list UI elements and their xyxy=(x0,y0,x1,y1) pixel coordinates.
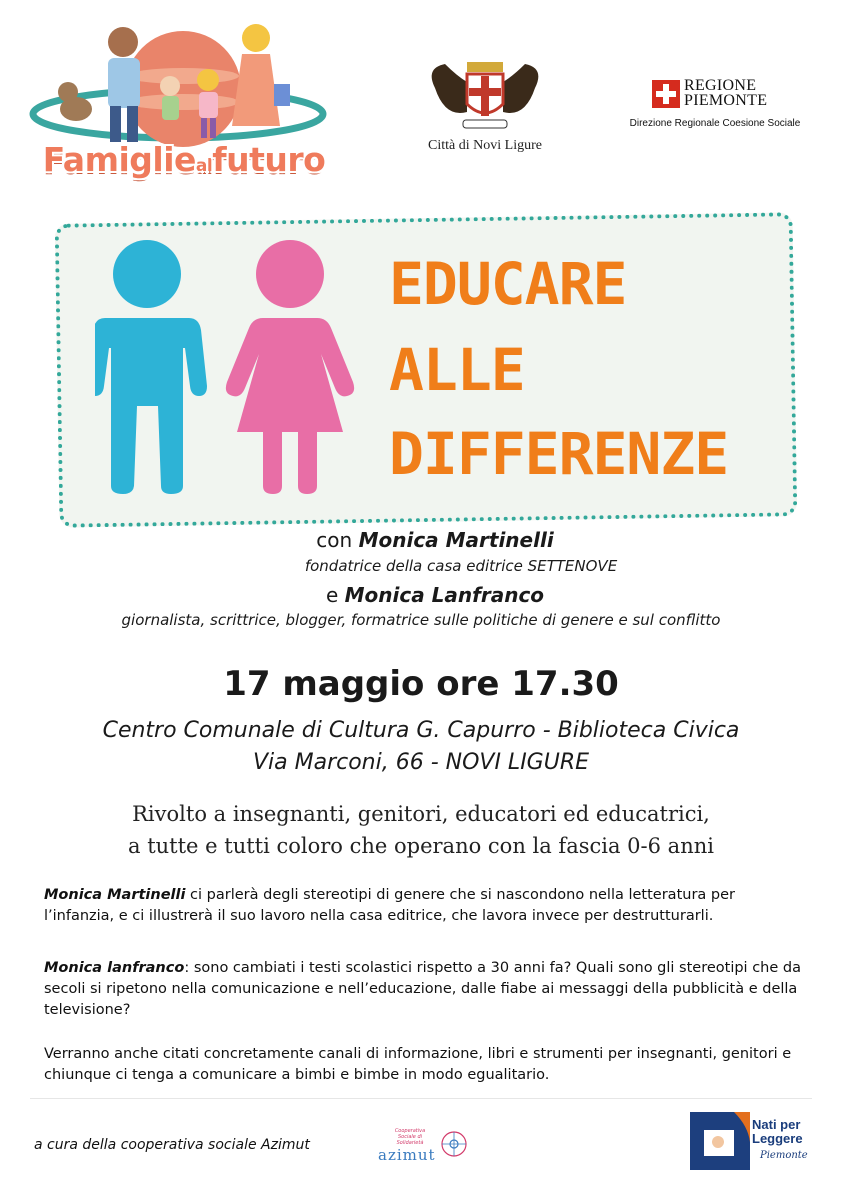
paragraph-martinelli: Monica Martinelli ci parlerà degli stereotipi di genere che si nascondono nella letteratura per l’infanzia, e ci illustrerà il suo lavoro nella casa editrice, che lavora invece per destrutturarli. xyxy=(44,887,735,924)
famiglie-al-futuro-logo xyxy=(28,14,328,184)
family-illustration-icon xyxy=(28,14,328,154)
venue-line-1: Centro Comunale di Cultura G. Capurro - Biblioteca Civica xyxy=(102,718,740,743)
coat-of-arms-icon xyxy=(405,58,565,134)
venue-line-2: Via Marconi, 66 - NOVI LIGURE xyxy=(252,750,590,775)
speaker-2: e Monica Lanfranco xyxy=(325,583,545,607)
footer-credit: a cura della cooperativa sociale Azimut xyxy=(34,1137,310,1153)
npl-region: Piemonte xyxy=(760,1150,808,1161)
title-line-3: DIFFERENZE xyxy=(389,420,729,488)
regione-name: REGIONE PIEMONTE xyxy=(684,77,768,109)
regione-subtitle: Direzione Regionale Coesione Sociale xyxy=(629,118,801,129)
nati-per-leggere-logo xyxy=(690,1112,810,1170)
title-line-2: ALLE xyxy=(389,336,525,404)
speaker-1-role: fondatrice della casa editrice SETTENOVE xyxy=(304,557,618,575)
regione-piemonte-logo xyxy=(620,78,800,138)
paragraph-lanfranco: Monica lanfranco: sono cambiati i testi scolastici rispetto a 30 anni fa? Quali sono gli stereotipi che da secoli si ripetono nella comunicazione e nell’educazione, dalle fiabe ai messaggi della pubblicità e della televisione? xyxy=(44,960,801,1018)
gender-figures xyxy=(95,236,365,496)
azimut-name: azimut xyxy=(378,1146,436,1164)
citta-novi-ligure-logo xyxy=(405,58,565,158)
novi-logo-caption: Città di Novi Ligure xyxy=(428,138,542,153)
female-figure-icon xyxy=(226,240,354,494)
speaker-1-name: Monica Martinelli xyxy=(358,528,554,552)
speaker-2-role: giornalista, scrittrice, blogger, formatrice sulle politiche di genere e sul conflitto xyxy=(121,611,721,629)
azimut-logo xyxy=(376,1126,471,1166)
speaker-2-name: Monica Lanfranco xyxy=(344,583,545,607)
male-figure-icon xyxy=(95,240,207,494)
paragraph-resources: Verranno anche citati concretamente canali di informazione, libri e strumenti per insegnanti, genitori e chiunque ci tenga a comunicare a bimbi e bimbe in modo egualitario. xyxy=(44,1046,792,1083)
audience-line-2: a tutte e tutti coloro che operano con la fascia 0-6 anni xyxy=(128,834,714,858)
piemonte-cross-icon xyxy=(652,80,680,108)
event-date: 17 maggio ore 17.30 xyxy=(223,664,619,704)
famiglie-logo-wordmark: Famigliealfuturo xyxy=(42,140,326,179)
footer-divider xyxy=(30,1098,812,1099)
npl-title: Nati per Leggere xyxy=(752,1117,803,1146)
audience-line-1: Rivolto a insegnanti, genitori, educatori ed educatrici, xyxy=(132,802,710,826)
azimut-compass-icon xyxy=(376,1126,471,1166)
title-line-1: EDUCARE xyxy=(389,250,627,318)
azimut-tagline: Cooperativa Sociale di Solidarietà xyxy=(394,1128,426,1146)
reading-child-icon xyxy=(690,1112,750,1170)
speaker-1: con Monica Martinelli xyxy=(316,528,554,552)
